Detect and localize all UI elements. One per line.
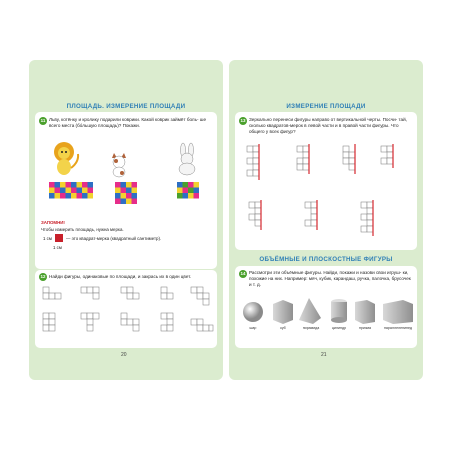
remember-label: ЗАПОМНИ!	[41, 220, 65, 225]
task-14-text: Рассмотри эти объёмные фигуры. Найди, покажи и назови свои игруш- ки, похожие на них. Например: мяч, кубик, карандаш, ручка, палочка, брусочек и т. д.	[249, 270, 411, 287]
task-12-text: Найди фигуры, одинаковые по площади, и закрась их в один цвет.	[49, 274, 192, 279]
shape-label: шар	[249, 326, 257, 330]
cm-label: 1 см	[43, 236, 52, 241]
section-title-3d-figures: ОБЪЁМНЫЕ И ПЛОСКОСТНЫЕ ФИГУРЫ	[259, 256, 393, 263]
shape-label: параллелепипед	[383, 326, 413, 330]
lion-illustration	[49, 140, 83, 176]
shape-label: цилиндр	[331, 326, 347, 330]
kitten-illustration	[107, 152, 133, 178]
task-13-text: Зеркально перенеси фигуры направо от вертикальной черты. Посчи- тай, сколько квадратов-мерок в левой части и в правой части фигуры. Что общего у всех фигур?	[249, 117, 407, 134]
mirror-figures	[243, 144, 411, 244]
solid-shapes	[241, 296, 415, 326]
lion-rug	[49, 182, 93, 204]
task-14-card	[235, 266, 417, 348]
shape-label: призма	[358, 326, 372, 330]
square-cm-sample	[55, 234, 63, 242]
page-number-right: 21	[321, 352, 327, 358]
left-page	[29, 60, 223, 380]
grid-figures	[41, 285, 213, 345]
kitten-rug	[115, 182, 137, 204]
shape-label: куб	[280, 326, 286, 330]
right-page-title: ИЗМЕРЕНИЕ ПЛОЩАДИ	[286, 103, 366, 110]
page-number-left: 20	[121, 352, 127, 358]
cm-bottom-label: 1 см	[53, 245, 62, 250]
task-number-badge: 14	[240, 271, 246, 276]
task-13-card	[235, 112, 417, 250]
rabbit-illustration	[173, 144, 201, 176]
remember-line-1: Чтобы измерить площадь, нужна мерка.	[41, 227, 124, 232]
task-11-card	[35, 112, 217, 269]
task-11-text: Льву, котёнку и кролику подарили коврики. Какой коврик займёт боль- ше всего места (бóльшую площадь)? Покажи.	[49, 117, 207, 128]
shape-label: пирамида	[302, 326, 320, 330]
task-number-badge: 12	[40, 274, 46, 279]
task-number-badge: 11	[40, 118, 46, 123]
left-page-title: ПЛОЩАДЬ. ИЗМЕРЕНИЕ ПЛОЩАДИ	[66, 103, 186, 110]
right-page	[229, 60, 423, 380]
task-12-card	[35, 270, 217, 348]
remember-line-2: — это квадрат-мерка (квадратный сантиметр).	[66, 236, 162, 241]
rabbit-rug	[177, 182, 199, 204]
task-number-badge: 13	[240, 118, 246, 123]
